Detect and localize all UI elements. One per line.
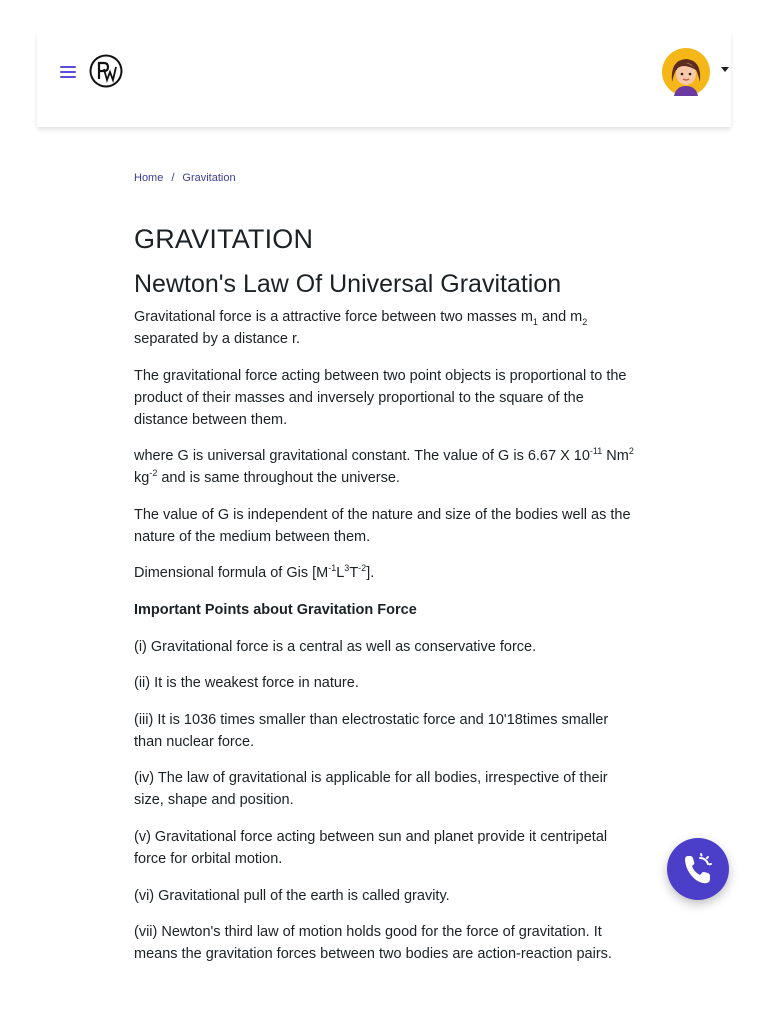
paragraph-proportionality: The gravitational force acting between two point objects is proportional to the product of their masses and inversely proportional to the square of the distance between them.	[134, 367, 627, 428]
paragraph-constant-g: where G is universal gravitational constant. The value of G is 6.67 X $10^{-11}$ Nm$^2$ $kg^{-2}$ and is same throughout the universe.	[134, 446, 634, 487]
breadcrumb	[134, 168, 634, 188]
breadcrumb-current-link[interactable]: Gravitation	[182, 172, 236, 184]
point-item: (vii) Newton's third law of motion holds good for the force of gravitation. It means the gravitation forces between two bodies are action-reaction pairs.	[134, 924, 612, 963]
top-header	[37, 30, 731, 127]
pw-logo-icon[interactable]	[89, 54, 123, 88]
point-item: (v) Gravitational force acting between sun and planet provide it centripetal force for orbital motion.	[134, 828, 608, 867]
breadcrumb-separator: /	[171, 172, 175, 184]
section-title: Newton's Law Of Universal Gravitation	[134, 270, 562, 298]
point-item: (vi) Gravitational pull of the earth is called gravity.	[134, 887, 450, 904]
user-avatar-icon[interactable]	[662, 48, 710, 96]
breadcrumb-home-link[interactable]: Home	[134, 172, 164, 184]
phone-call-icon	[682, 852, 714, 886]
caret-down-icon[interactable]	[721, 67, 729, 72]
paragraph-definition: Gravitational force is a attractive force between two masses $m_1$ and $m_2$ separated by a distance r.	[134, 309, 588, 347]
points-heading: Important Points about Gravitation Force	[134, 601, 417, 618]
hamburger-menu-icon[interactable]	[60, 66, 76, 78]
page-title: GRAVITATION	[134, 224, 314, 254]
call-button[interactable]	[667, 838, 729, 900]
point-item: (ii) It is the weakest force in nature.	[134, 675, 359, 692]
point-item: (iii) It is 1036 times smaller than electrostatic force and 10'18times smaller than nuclear force.	[134, 711, 609, 750]
paragraph-dimensional-formula: Dimensional formula of Gis $[M^{-1}L^3T^{-2}]$.	[134, 563, 375, 582]
main-content	[134, 168, 634, 980]
point-item: (i) Gravitational force is a central as well as conservative force.	[134, 638, 537, 655]
paragraph-independence: The value of G is independent of the nature and size of the bodies well as the nature of the medium between them.	[134, 506, 631, 545]
point-item: (iv) The law of gravitational is applicable for all bodies, irrespective of their size, shape and position.	[134, 770, 608, 809]
